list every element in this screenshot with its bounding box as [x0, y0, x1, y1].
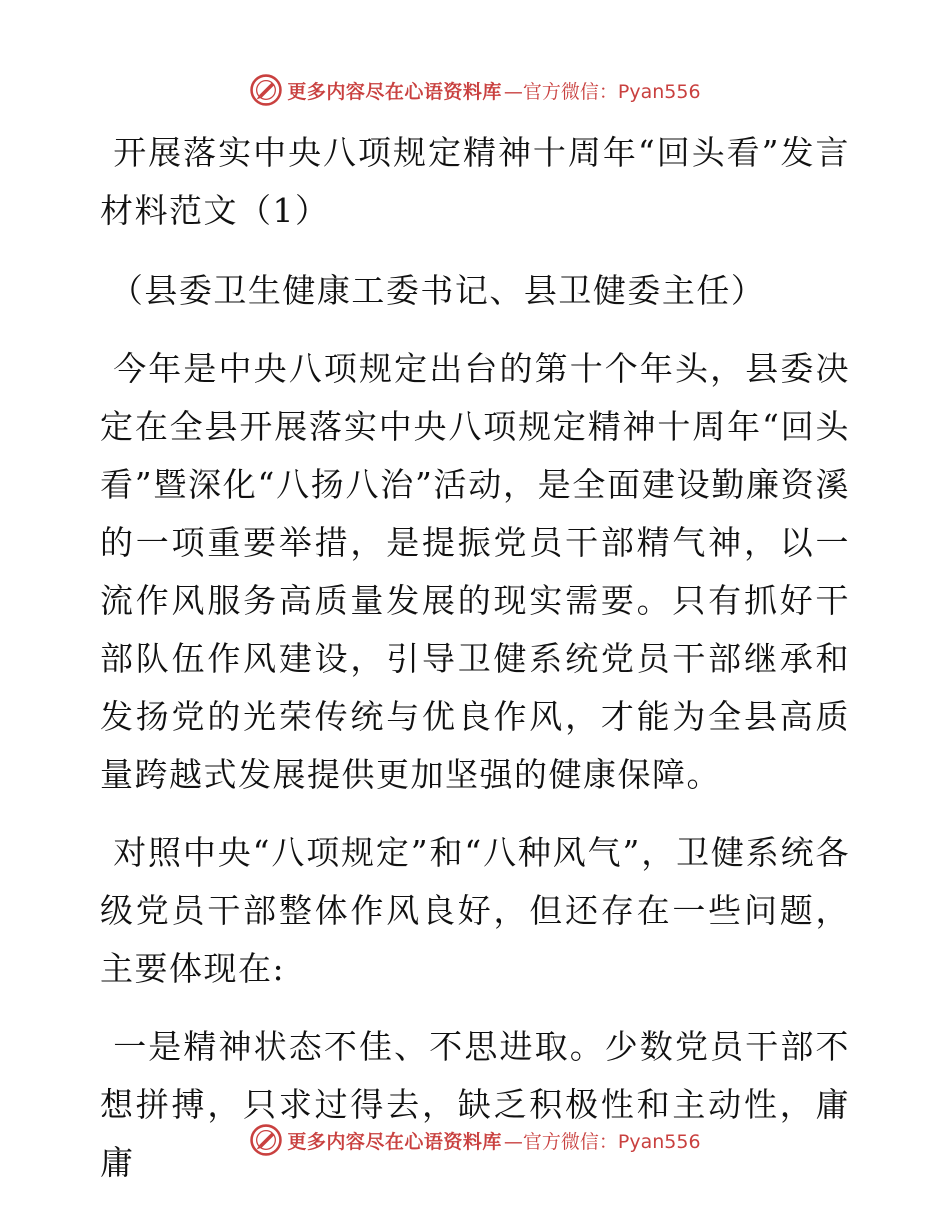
document-title: 开展落实中央八项规定精神十周年“回头看”发言材料范文（1） [100, 133, 850, 230]
watermark-brand-text: 更多内容尽在心语资料库 [287, 80, 502, 103]
paragraph-2: 对照中央“八项规定”和“八种风气”，卫健系统各级党员干部整体作风良好，但还存在一些问题，主要体现在: [100, 833, 850, 988]
seal-logo-icon [249, 73, 283, 107]
watermark-contact-text: —官方微信：Pyan556 [503, 1130, 701, 1153]
document-body [100, 124, 850, 1192]
watermark-banner-bottom [0, 1120, 950, 1160]
paragraph-1: 今年是中央八项规定出台的第十个年头，县委决定在全县开展落实中央八项规定精神十周年“回头看”暨深化“八扬八治”活动，是全面建设勤廉资溪的一项重要举措，是提振党员干部精气神，以一流作风服务高质量发展的现实需要。只有抓好干部队伍作风建设，引导卫健系统党员干部继承和发扬党的光荣传统与优良作风，才能为全县高质量跨越式发展提供更加坚强的健康保障。 [100, 349, 850, 794]
watermark-brand-text: 更多内容尽在心语资料库 [287, 1130, 502, 1153]
watermark-banner-top [0, 70, 950, 110]
paragraph-3: 一是精神状态不佳、不思进取。少数党员干部不想拼搏，只求过得去，缺乏积极性和主动性，庸庸 [100, 1027, 850, 1182]
watermark-contact-text: —官方微信：Pyan556 [503, 80, 701, 103]
document-byline: （县委卫生健康工委书记、县卫健委主任） [109, 271, 766, 310]
seal-logo-icon [249, 1123, 283, 1157]
